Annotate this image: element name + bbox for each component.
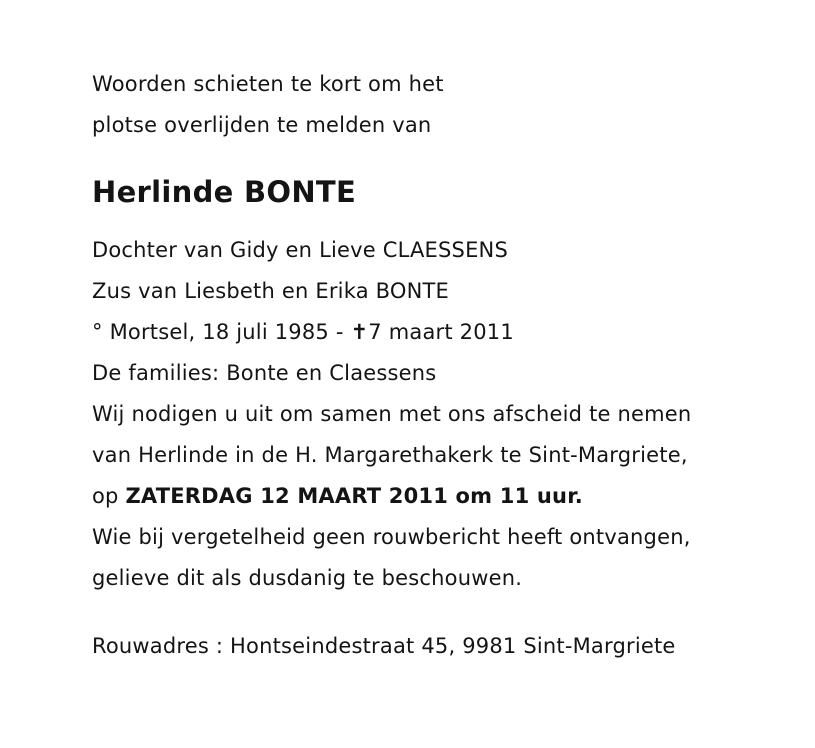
service-datetime: ZATERDAG 12 MAART 2011 om 11 uur.: [125, 484, 583, 508]
invitation-prefix: op: [92, 484, 126, 508]
deceased-name: Herlinde BONTE: [92, 175, 357, 209]
invitation-line-1: Wij nodigen u uit om samen met ons afscheid te nemen: [92, 402, 692, 426]
spacer: [92, 605, 792, 632]
intro-line-2: plotse overlijden te melden van: [92, 113, 432, 137]
mourning-address: Rouwadres : Hontseindestraat 45, 9981 Sint-Margriete: [92, 634, 676, 658]
obituary-notice: [92, 70, 792, 673]
sister-of-line: Zus van Liesbeth en Erika BONTE: [92, 279, 450, 303]
invitation-line-2: van Herlinde in de H. Margarethakerk te Sint-Margriete,: [92, 443, 688, 467]
families-line: De families: Bonte en Claessens: [92, 361, 437, 385]
intro-line-1: Woorden schieten te kort om het: [92, 72, 444, 96]
notice-line-1: Wie bij vergetelheid geen rouwbericht heeft ontvangen,: [92, 525, 691, 549]
birth-death-dates: ° Mortsel, 18 juli 1985 - ✝7 maart 2011: [92, 320, 514, 344]
daughter-of-line: Dochter van Gidy en Lieve CLAESSENS: [92, 238, 508, 262]
notice-line-2: gelieve dit als dusdanig te beschouwen.: [92, 566, 523, 590]
invitation-line-3: [92, 482, 792, 523]
